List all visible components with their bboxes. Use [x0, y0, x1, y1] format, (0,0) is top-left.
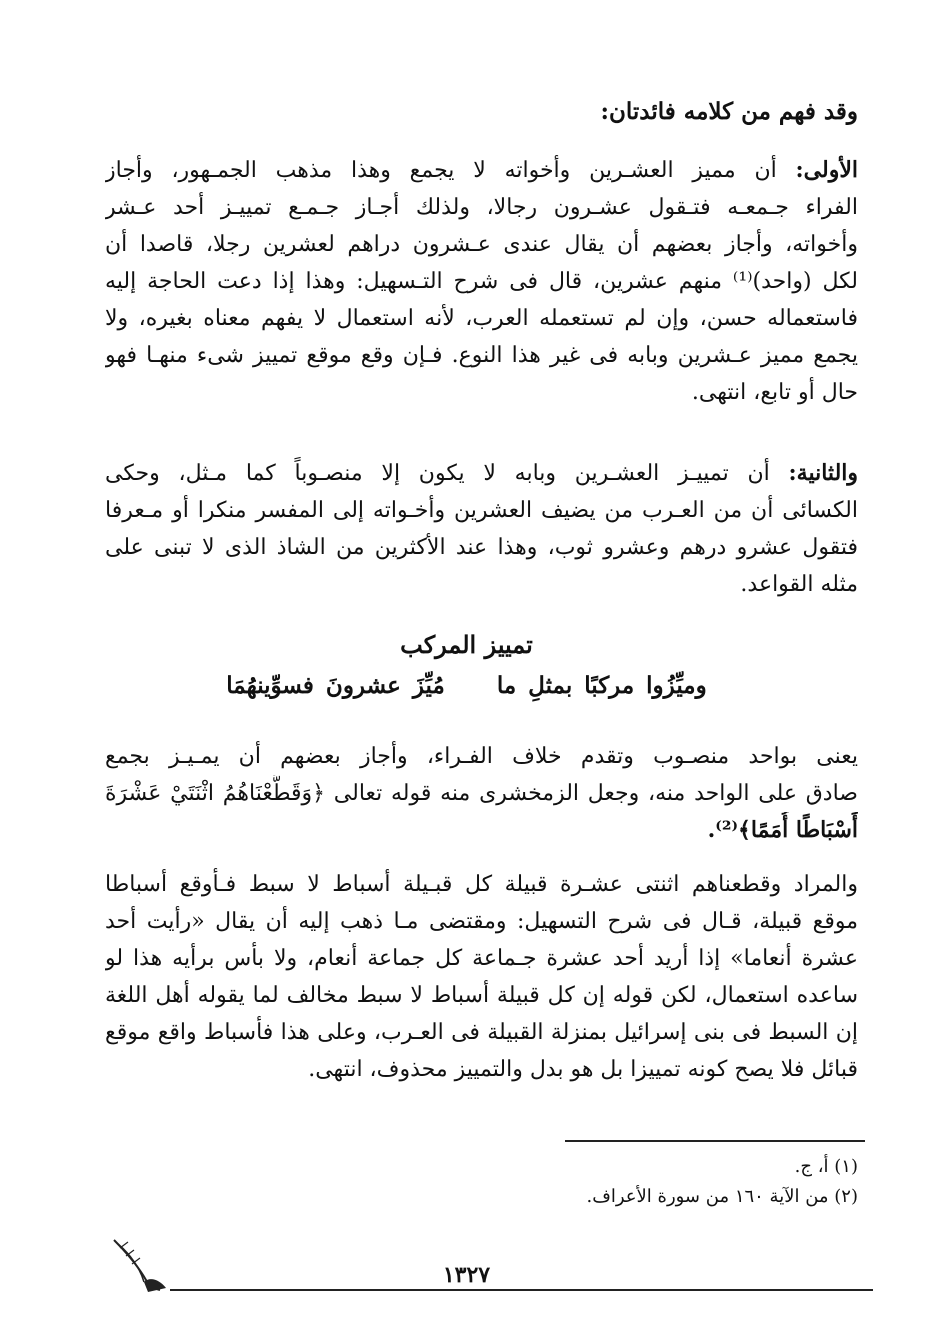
section-title: تمييز المركب: [400, 630, 533, 659]
footnote-divider: [565, 1140, 865, 1142]
paragraph-line: الأولى: أن مميز العشـرين وأخواته لا يجمع وهذا مذهب الجمـهور، وأجاز: [105, 157, 858, 183]
paragraph-line: ساعده استعمال، لكن قوله إن كل قبيلة أسباط لا سبط مخالف لما يقوله أهل اللغة: [105, 983, 858, 1008]
paragraph-line: حال أو تابع، انتهى.: [691, 380, 858, 405]
paragraph-line: إن السبط فى بنى إسرائيل بمنزلة القبيلة فى العـرب، وعلى هذا فأسباط واقع موقع: [105, 1020, 858, 1045]
paragraph-lead: الأولى:: [795, 157, 858, 183]
paragraph-line: قبائل فلا يصح كونه تمييزا بل هو بدل والتمييز محذوف، انتهى.: [308, 1057, 858, 1082]
quran-quote-line: أَسْبَاطًا أُمَمًا﴾⁽²⁾.: [707, 817, 858, 843]
verse-first-half: وميِّزُوا مركبًا بمثلِ ما: [496, 672, 707, 699]
paragraph-line: فاستعماله حسن، وإن لم تستعمله العرب، لأنه استعمال لا يفهم معناه بغيره، ولا: [105, 306, 858, 331]
paragraph-line: عشرة أنعاما» إذا أريد أحد عشرة جـماعة كل جماعة أنعام، ولا بأس برأيه هذا لو: [105, 946, 858, 971]
paragraph-line: يجمع مميز عـشرين وبابه فى غير هذا النوع. فـإن وقع موقع تمييز شىء منهـا فهو: [105, 343, 858, 368]
paragraph-explanation: [105, 866, 858, 1088]
paragraph-line: مثله القواعد.: [740, 572, 858, 597]
paragraph-line: والمراد وقطعناهم اثنتى عشـرة قبيلة كل قبـيلة أسباط لا سبط فـأوقع أسباطا: [105, 872, 858, 897]
verse-second-half: مُيِّزَ عشرونَ فسوِّينهُمَا: [226, 672, 445, 699]
paragraph-lead: والثانية:: [788, 460, 858, 486]
paragraph-line: لكل (واحد)⁽¹⁾ منهم عشرين، قال فى شرح التـسهيل: وهذا إذا دعت الحاجة إليه: [105, 269, 858, 294]
footnote-2: (٢) من الآية ١٦٠ من سورة الأعراف.: [586, 1186, 858, 1207]
paragraph-line: موقع قبيلة، قـال فى شرح التسهيل: ومقتضى مـا ذهب إليه أن يقال «رأيت أحد: [105, 909, 858, 934]
paragraph-commentary: [105, 738, 858, 849]
page-number: ١٣٢٧: [442, 1262, 491, 1288]
paragraph-first-benefit: [105, 152, 858, 411]
paragraph-second-benefit: [105, 455, 858, 603]
paragraph-line: والثانية: أن تمييـز العشـرين وبابه لا يكون إلا منصـوباً كما مـثل، وحكى: [105, 460, 858, 486]
footnote-1: (١) أ، ج.: [794, 1156, 858, 1177]
footer-divider: [170, 1289, 873, 1291]
paragraph-line: الفراء جـمعـه فتـقول عشـرون رجالا، ولذلك أجـاز جـمـع تمييـز أحد عـشر: [105, 195, 858, 220]
paragraph-line: صادق على الواحد منه، وجعل الزمخشرى منه قوله تعالى ﴿وَقَطَّعْنَاهُمُ اثْنَتَيْ عَشْرَةَ: [105, 781, 858, 806]
paragraph-line: فتقول عشرو درهم وعشرو ثوب، وهذا عند الأكثرين من الشاذ الذى لا تبنى على: [105, 535, 858, 560]
paragraph-line: يعنى بواحد منصـوب وتقدم خلاف الفـراء، وأجاز بعضهم أن يمـيـز بجمع: [105, 744, 858, 769]
paragraph-line: وأخواته، وأجاز بعضهم أن يقال عندى عـشرون دراهم لعشرين رجلا، قاصدا أن: [105, 232, 858, 257]
paragraph-line: الكسائى أن من العـرب من يضيف العشرين وأخـواته إلى المفسر منكرا أو مـعرفا: [105, 498, 858, 523]
poetry-verse: [0, 672, 933, 699]
footnotes: [586, 1152, 858, 1212]
intro-heading: وقد فهم من كلامه فائدتان:: [600, 98, 858, 125]
